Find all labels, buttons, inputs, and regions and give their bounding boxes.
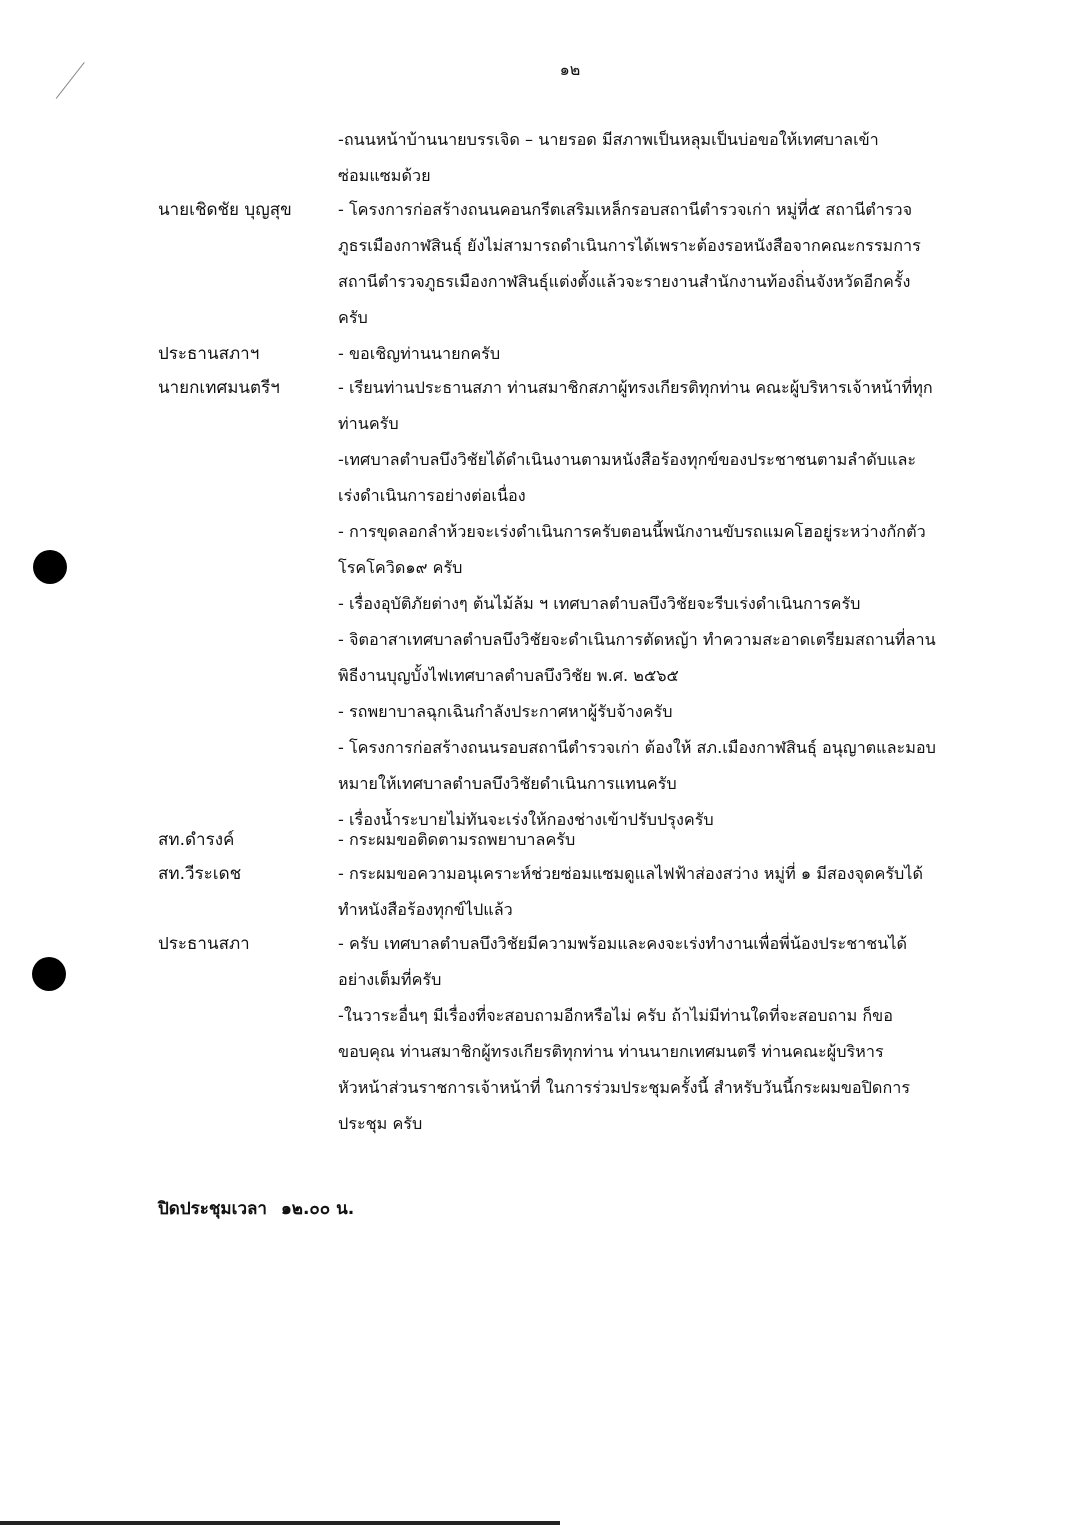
paragraph: - การขุดลอกลำห้วยจะเร่งดำเนินการครับตอนนี้พนักงานขับรถแมคโฮอยู่ระหว่างกักตัวโรคโควิด๑๙ ครับ (338, 522, 926, 577)
speaker-name: นายกเทศมนตรีฯ (158, 378, 280, 398)
paragraph: - ขอเชิญท่านนายกครับ (338, 344, 501, 363)
paragraph: - จิตอาสาเทศบาลตำบลบึงวิชัยจะดำเนินการตัดหญ้า ทำความสะอาดเตรียมสถานที่ลานพิธีงานบุญบั้งไฟเทศบาลตำบลบึงวิชัย พ.ศ. ๒๕๖๕ (338, 630, 936, 685)
paragraph: - เรียนท่านประธานสภา ท่านสมาชิกสภาผู้ทรงเกียรติทุกท่าน คณะผู้บริหารเจ้าหน้าที่ทุกท่านครับ (338, 378, 933, 433)
paragraph: - โครงการก่อสร้างถนนคอนกรีตเสริมเหล็กรอบสถานีตำรวจเก่า หมู่ที่๕ สถานีตำรวจภูธรเมืองกาฬสินธุ์ ยังไม่สามารถดำเนินการได้เพราะต้องรอหนังสือจากคณะกรรมการสถานีตำรวจภูธรเมืองกาฬสินธุ์แต่งตั้งแล้วจะรายงานสำนักงานท้องถิ่นจังหวัดอีกครั้งครับ (338, 200, 921, 327)
punch-hole (33, 550, 67, 584)
punch-hole (32, 957, 66, 991)
paragraph: - กระผมขอติดตามรถพยาบาลครับ (338, 830, 576, 849)
speaker-name: ประธานสภาฯ (158, 344, 260, 364)
entry-text (338, 336, 938, 372)
paragraph: - กระผมขอความอนุเคราะห์ช่วยซ่อมแซมดูแลไฟฟ้าส่องสว่าง หมู่ที่ ๑ มีสองจุดครับได้ทำหนังสือร้องทุกข์ไปแล้ว (338, 864, 923, 919)
meeting-close (158, 1195, 354, 1222)
entry-text (338, 926, 938, 1142)
paragraph: - รถพยาบาลฉุกเฉินกำลังประกาศหาผู้รับจ้างครับ (338, 702, 673, 721)
paragraph: -เทศบาลตำบลบึงวิชัยได้ดำเนินงานตามหนังสือร้องทุกข์ของประชาชนตามลำดับและเร่งดำเนินการอย่างต่อเนื่อง (338, 450, 917, 505)
entry-text (338, 192, 938, 336)
speaker-name: ประธานสภา (158, 934, 250, 954)
paragraph: - โครงการก่อสร้างถนนรอบสถานีตำรวจเก่า ต้องให้ สภ.เมืองกาฬสินธุ์ อนุญาตและมอบหมายให้เทศบาลตำบลบึงวิชัยดำเนินการแทนครับ (338, 738, 936, 793)
paragraph: -ถนนหน้าบ้านนายบรรเจิด – นายรอด มีสภาพเป็นหลุมเป็นบ่อขอให้เทศบาลเข้าซ่อมแซมด้วย (338, 130, 879, 185)
speaker-name: สท.วีระเดช (158, 864, 242, 884)
entry-text (338, 370, 938, 838)
entry-text (338, 856, 938, 928)
page-number: ๑๒ (559, 60, 581, 79)
speaker-name: นายเชิดชัย บุญสุข (158, 200, 292, 220)
paragraph: - เรื่องน้ำระบายไม่ทันจะเร่งให้กองช่างเข้าปรับปรุงครับ (338, 810, 714, 829)
paragraph: - เรื่องอุบัติภัยต่างๆ ต้นไม้ล้ม ฯ เทศบาลตำบลบึงวิชัยจะรีบเร่งดำเนินการครับ (338, 594, 861, 613)
closing-label: ปิดประชุมเวลา (158, 1199, 267, 1219)
speaker-name: สท.ดำรงค์ (158, 830, 235, 850)
paragraph: -ในวาระอื่นๆ มีเรื่องที่จะสอบถามอีกหรือไม่ ครับ ถ้าไม่มีท่านใดที่จะสอบถาม ก็ขอขอบคุณ ท่านสมาชิกผู้ทรงเกียรติทุกท่าน ท่านนายกเทศมนตรี ท่านคณะผู้บริหาร หัวหน้าส่วนราชการเจ้าหน้าที่ ในการร่วมประชุมครั้งนี้ สำหรับวันนี้กระผมขอปิดการประชุม ครับ (338, 1006, 911, 1133)
scan-edge (0, 1521, 560, 1525)
entry-text (338, 822, 938, 858)
paragraph: - ครับ เทศบาลตำบลบึงวิชัยมีความพร้อมและคงจะเร่งทำงานเพื่อพี่น้องประชาชนได้อย่างเต็มที่ครับ (338, 934, 907, 989)
closing-time: ๑๒.๐๐ น. (280, 1199, 355, 1219)
entry-text (338, 122, 938, 194)
